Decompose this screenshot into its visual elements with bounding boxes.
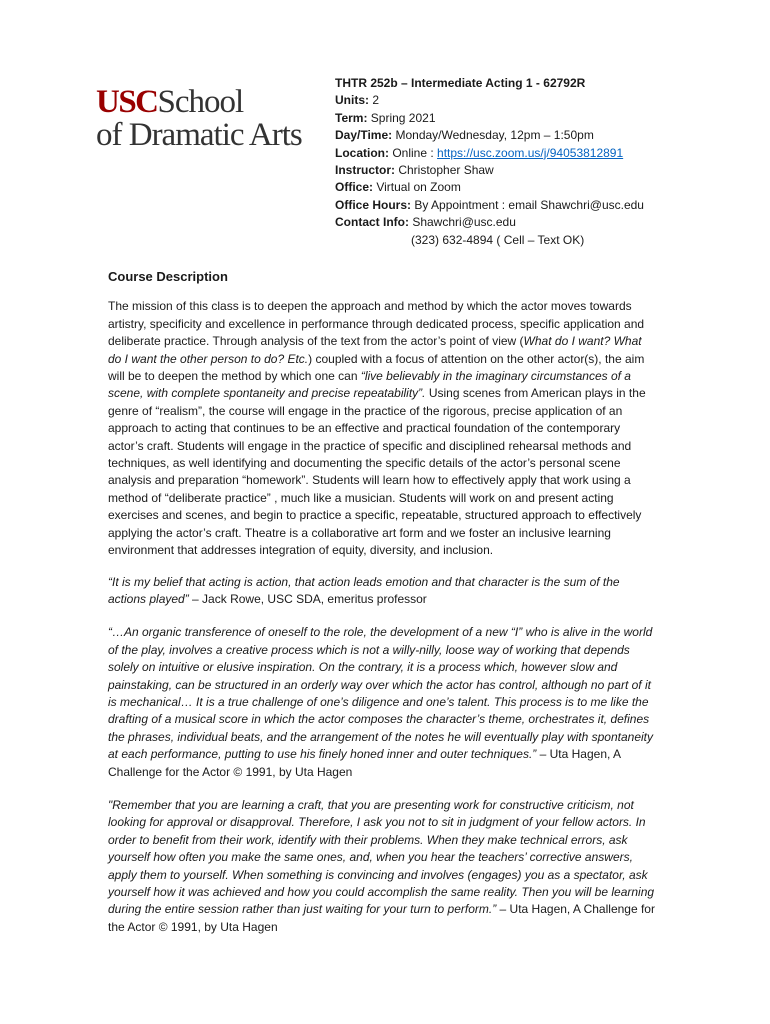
quote-uta-hagen-1 xyxy=(108,624,658,781)
daytime-value: Monday/Wednesday, 12pm – 1:50pm xyxy=(392,128,594,143)
office-hours-label: Office Hours: xyxy=(335,197,412,212)
term-row xyxy=(335,110,755,127)
logo-usc: USC xyxy=(96,84,158,120)
location-value: Online : xyxy=(389,145,438,160)
quote-uta-hagen-2-text: "Remember that you are learning a craft, that you are presenting work for constructive criticism, not looking for approval or disapproval. Therefore, I ask you not to sit in judgment of your fellow actors. In order to benefit from their work, identify with their problems. When they make technical errors, ask yourself how often you make the same ones, and, when you hear the teachers’ corrective answers, apply them to yourself. When something is convincing and involves (engages) you as a spectator, ask yourself how it was achieved and how you could accomplish the same reality. Then you will be learning during the entire session rather than just waiting for your turn to perform.” xyxy=(108,797,655,917)
course-title: THTR 252b – Intermediate Acting 1 - 62792R xyxy=(335,76,586,90)
location-row xyxy=(335,145,755,162)
contact-row xyxy=(335,214,755,231)
logo-line-1 xyxy=(96,86,316,119)
office-row xyxy=(335,179,755,196)
daytime-label: Day/Time: xyxy=(335,128,393,143)
mission-paragraph xyxy=(108,298,658,559)
quote-uta-hagen-2-attribution: – Uta Hagen, A Challenge for the Actor © 1991, by Uta Hagen xyxy=(108,902,655,934)
mission-text-2: ) coupled with a focus of attention on the other actor(s), the aim will be to deepen the method by which one can xyxy=(108,351,645,384)
term-label: Term: xyxy=(335,110,368,125)
quote-jack-rowe xyxy=(108,574,658,609)
contact-value: Shawchri@usc.edu xyxy=(409,215,516,230)
quote-uta-hagen-1-text: “…An organic transference of oneself to the role, the development of a new “I” who is alive in the world of the play, involves a creative process which is not a willy-nilly, loose way of working that depends solely on intuitive or elusive inspiration. On the contrary, it is a process which, however slow and painstaking, can be structured in an orderly way over which the actor has control, although no part of it is mechanical… It is a true challenge of one’s diligence and one’s talent. This process is to me like the drafting of a musical score in which the actor composes the character’s theme, orchestrates it, defines the phrases, individual beats, and the arrangement of the notes he will eventually play with spontaneity at each performance, putting to use his finely honed inner and outer techniques.” xyxy=(108,625,654,762)
location-label: Location: xyxy=(335,145,389,160)
course-description xyxy=(108,268,658,948)
mission-text-questions: What do I want? What do I want the other person to do? Etc. xyxy=(108,334,642,366)
section-heading: Course Description xyxy=(108,269,228,284)
units-value: 2 xyxy=(369,93,380,108)
instructor-value: Christopher Shaw xyxy=(395,163,494,178)
term-value: Spring 2021 xyxy=(367,110,436,125)
instructor-label: Instructor: xyxy=(335,163,395,178)
quote-uta-hagen-2 xyxy=(108,797,658,936)
instructor-row xyxy=(335,162,755,179)
units-label: Units: xyxy=(335,93,369,108)
mission-text-quote: “live believably in the imaginary circumstances of a scene, with complete spontaneity and precise repeatability”. xyxy=(108,369,631,401)
quote-uta-hagen-1-attribution: – Uta Hagen, A Challenge for the Actor © 1991, by Uta Hagen xyxy=(108,747,621,779)
units-row xyxy=(335,92,755,109)
zoom-link[interactable]: https://usc.zoom.us/j/94053812891 xyxy=(437,145,624,160)
quote-jack-rowe-attribution: – Jack Rowe, USC SDA, emeritus professor xyxy=(188,591,427,606)
office-hours-value: By Appointment : email Shawchri@usc.edu xyxy=(411,197,644,212)
contact-phone: (323) 632-4894 ( Cell – Text OK) xyxy=(411,232,585,247)
usc-dramatic-arts-logo xyxy=(96,86,316,152)
logo-line-2: of Dramatic Arts xyxy=(96,117,302,153)
mission-text-1: The mission of this class is to deepen the approach and method by which the actor moves towards artistry, specificity and excellence in performance through dedicated process, specific application and deliberate practice. Through analysis of the text from the actor’s point of view ( xyxy=(108,299,645,349)
office-hours-row xyxy=(335,197,755,214)
course-info-block xyxy=(335,75,755,249)
quote-jack-rowe-text: “It is my belief that acting is action, that action leads emotion and that character is the sum of the actions played” xyxy=(108,574,620,606)
office-value: Virtual on Zoom xyxy=(373,180,461,195)
daytime-row xyxy=(335,127,755,144)
mission-text-3: Using scenes from American plays in the genre of “realism”, the course will engage in the practice of the rigorous, precise application of an approach to acting that continues to be an effective and practical foundation of the contemporary actor’s craft. Students will engage in the practice of specific and disciplined rehearsal methods and techniques, as well identifying and documenting the specific details of the actor’s personal scene analysis and preparation “homework”. Students will learn how to effectively apply that work using a method of “deliberate practice” , much like a musician. Students will work on and present acting exercises and scenes, and begin to practice a specific, repeatable, structured approach to effectively applying the actor’s craft. Theatre is a collaborative art form and we foster an inclusive learning environment that addresses integration of equity, diversity, and inclusion. xyxy=(108,386,646,558)
office-label: Office: xyxy=(335,180,374,195)
logo-school: School xyxy=(157,84,244,120)
contact-label: Contact Info: xyxy=(335,215,409,230)
